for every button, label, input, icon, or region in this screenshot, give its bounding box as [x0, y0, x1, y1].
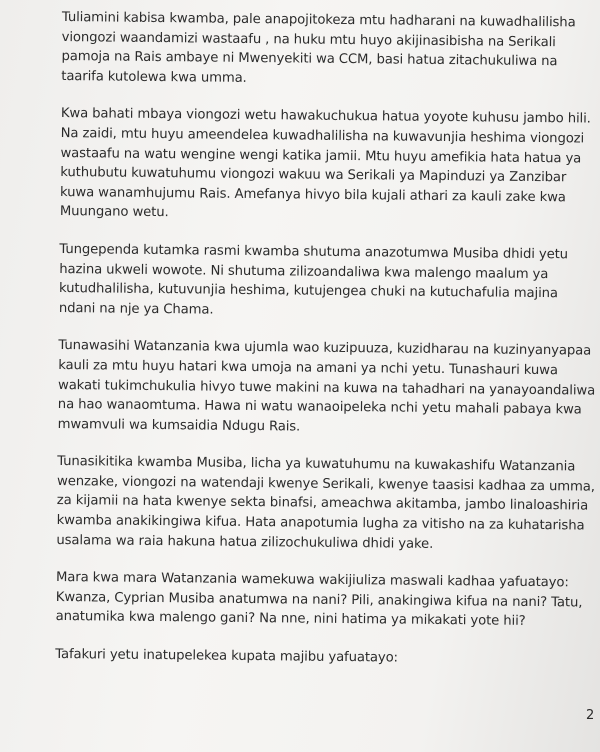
text-line: Tunawasihi Watanzania kwa ujumla wao kuzipuuza, kuzidharau na kuzinyanyapaa [58, 338, 592, 359]
text-line: usalama wa raia hakuna hatua zilizochukuliwa dhidi yake. [56, 532, 434, 552]
text-line: wenzake, viongozi na watendaji kwenye Serikali, kwenye taasisi kadhaa za umma, [56, 473, 595, 495]
text-line: Tafakuri yetu inatupelekea kupata majibu yafuatayo: [55, 646, 399, 666]
text-line: anatumika kwa malengo gani? Na nne, nini hatima ya mikakati yote hii? [55, 609, 526, 630]
paragraph-7 [55, 645, 577, 670]
text-line: na hao wanaomtuma. Hawa ni watu wanaoipeleka nchi yetu mahali pabaya kwa [57, 397, 582, 418]
paragraph-6 [55, 568, 583, 632]
text-line: Tunasikitika kwamba Musiba, licha ya kuwatuhumu na kuwakashifu Watanzania [57, 454, 576, 475]
text-line: hazina ukweli wowote. Ni shutuma zilizoandaliwa kwa malengo maalum ya [59, 261, 549, 282]
text-line: kuwa wanamhujumu Rais. Amefanya hivyo bila kujali athari za kauli zake kwa [59, 184, 566, 206]
text-line: Tuliamini kabisa kwamba, pale anapojitokeza mtu hadharani na kuwadhalilisha [61, 9, 576, 31]
text-line: Kwanza, Cyprian Musiba anatumwa na nani? Pili, anakingiwa kifua na nani? Tatu, [55, 589, 583, 611]
text-line: Muungano wetu. [59, 204, 169, 221]
text-line: Kwa bahati mbaya viongozi wetu hawakuchukua hatua yoyote kuhusu jambo hili. [60, 106, 591, 127]
text-line: kutudhalilisha, kutuvunjia heshima, kutujengea chuki na kutuchafulia majina [58, 281, 559, 302]
text-line: za kijamii na hata kwenye sekta binafsi, ameachwa akitamba, jambo linaloashiria [56, 493, 589, 515]
paragraph-1 [61, 8, 584, 92]
text-line: pamoja na Rais ambaye ni Mwenyekiti wa CCM, basi hatua zitachukuliwa na [61, 49, 558, 70]
paragraph-4 [57, 336, 596, 439]
page-number: 2 [586, 708, 595, 723]
text-line: Na zaidi, mtu huyu ameendelea kuwadhalilisha na kuwavunjia heshima viongozi [60, 125, 585, 147]
text-line: Mara kwa mara Watanzania wamekuwa wakijiuliza maswali kadhaa yafuatayo: [55, 570, 569, 591]
paragraph-3 [59, 240, 582, 324]
text-line: viongozi waandamizi wastaafu , na huku mtu huyo akijinasibisha na Serikali [61, 29, 556, 50]
text-line: kauli za mtu huyu hatari kwa umoja na amani ya nchi yetu. Tunashauri kuwa [58, 357, 558, 379]
text-line: taarifa kutolewa kwa umma. [61, 68, 247, 86]
text-line: wastaafu na watu wengine wengi katika jamii. Mtu huyu amefikia hata hatua ya [60, 145, 582, 167]
body-text [55, 8, 596, 688]
text-line: ndani na nje ya Chama. [58, 300, 214, 318]
text-line: wakati tukimchukulia hivyo tuwe makini na kuwa na tahadhari na yanayoandaliwa [57, 377, 596, 399]
paragraph-2 [59, 104, 591, 227]
text-line: kuthubutu kuwatuhumu viongozi wakuu wa Serikali ya Mapinduzi ya Zanzibar [60, 165, 567, 186]
text-line: mwamvuli wa kumsaidia Ndugu Rais. [57, 416, 301, 435]
paragraph-5 [56, 452, 595, 555]
text-line: kwamba anakikingiwa kifua. Hata anapotumia lugha za vitisho na za kuhatarisha [56, 513, 585, 534]
text-line: Tungependa kutamka rasmi kwamba shutuma anazotumwa Musiba dhidi yetu [59, 241, 569, 263]
